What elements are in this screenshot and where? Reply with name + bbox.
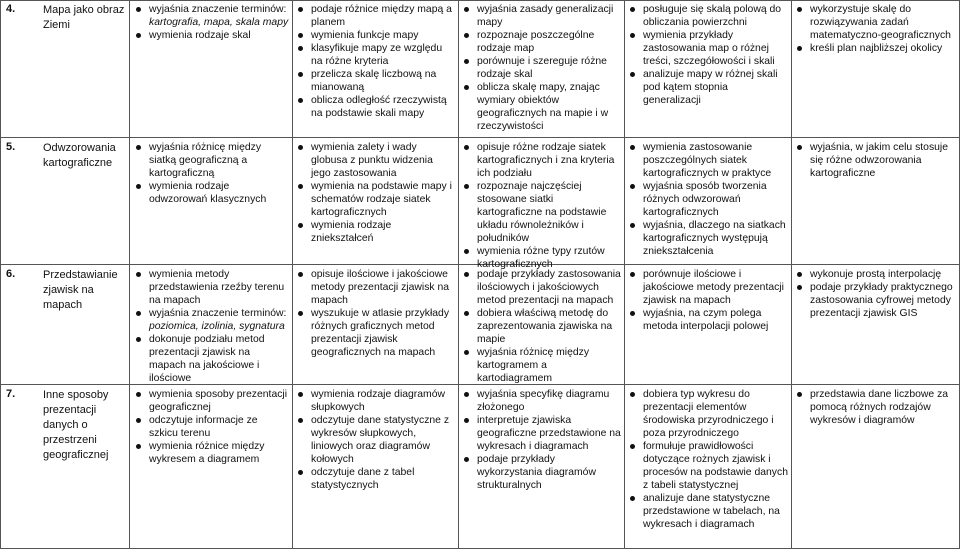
requirement-item: wyjaśnia, w jakim celu stosuje się różne odwzorowania kartograficzne (796, 141, 956, 180)
requirement-item: analizuje dane statystyczne przedstawione w tabelach, na wykresach i diagramach (629, 492, 788, 531)
requirement-item: podaje przykłady zastosowania ilościowych i jakościowych metod prezentacji na mapach (463, 268, 621, 307)
requirement-item: podaje przykłady praktycznego zastosowania cyfrowej metody prezentacji zjawisk GIS (796, 281, 956, 320)
requirement-item: wymienia przykłady zastosowania map o różnej treści, szczegółowości i skali (629, 29, 788, 68)
table-cell-col2 (297, 388, 455, 492)
row-number: 6. (6, 268, 16, 280)
requirement-item: wyjaśnia różnicę między siatką geograficzną a kartograficzną (135, 141, 289, 180)
requirement-item: wykorzystuje skalę do rozwiązywania zadań matematyczno-geograficznych (796, 3, 956, 42)
table-cell-col4 (629, 3, 788, 107)
requirement-list (629, 388, 788, 531)
table-cell-col4 (629, 388, 788, 531)
row-topic: Odwzorowania kartograficzne (43, 142, 116, 169)
table-cell-col3 (463, 3, 621, 133)
requirement-item: rozpoznaje poszczególne rodzaje map (463, 29, 621, 55)
requirement-list (463, 268, 621, 385)
requirement-item: wymienia sposoby prezentacji geograficznej (135, 388, 289, 414)
table-border-top (0, 0, 960, 1)
requirement-list (796, 268, 956, 320)
requirement-item: wymienia metody przedstawienia rzeźby terenu na mapach (135, 268, 289, 307)
requirement-item: wymienia rodzaje diagramów słupkowych (297, 388, 455, 414)
table-cell-col1 (135, 268, 289, 385)
requirement-item: interpretuje zjawiska geograficzne przedstawione na wykresach i diagramach (463, 414, 621, 453)
requirement-list (463, 388, 621, 492)
requirement-item: wykonuje prostą interpolację (796, 268, 956, 281)
requirement-item: dokonuje podziału metod prezentacji zjawisk na mapach na jakościowe i ilościowe (135, 333, 289, 385)
requirement-item: wyjaśnia różnicę między kartogramem a kartodiagramem (463, 346, 621, 385)
table-cell-col5 (796, 388, 956, 427)
requirement-list (629, 3, 788, 107)
requirement-list (463, 141, 621, 271)
row-divider (0, 137, 960, 138)
requirement-item: poziomica, izolinia, sygnatura (149, 321, 285, 332)
requirement-item: wyjaśnia specyfikę diagramu złożonego (463, 388, 621, 414)
requirement-item: odczytuje dane statystyczne z wykresów słupkowych, liniowych oraz diagramów kołowych (297, 414, 455, 466)
requirement-list (629, 141, 788, 258)
requirement-list (297, 141, 455, 245)
requirement-item: kartografia, mapa, skala mapy (149, 17, 289, 28)
requirement-item: wyjaśnia, na czym polega metoda interpolacji polowej (629, 307, 788, 333)
col-divider (624, 0, 625, 549)
requirement-item: wymienia rodzaje zniekształceń (297, 219, 455, 245)
row-topic: Inne sposoby prezentacji danych o przestrzeni geograficznej (43, 389, 109, 461)
requirement-item: oblicza odległość rzeczywistą na podstawie skali mapy (297, 94, 455, 120)
requirement-list (629, 268, 788, 333)
requirement-list (135, 3, 289, 42)
table-cell-col1 (135, 141, 289, 206)
requirement-item: wyjaśnia, dlaczego na siatkach kartograficznych występują zniekształcenia (629, 219, 788, 258)
requirement-list (297, 388, 455, 492)
requirement-item: porównuje ilościowe i jakościowe metody prezentacji zjawisk na mapach (629, 268, 788, 307)
table-cell-col5 (796, 3, 956, 55)
row-topic: Mapa jako obraz Ziemi (43, 4, 125, 31)
requirement-list (135, 388, 289, 466)
table-cell-col5 (796, 268, 956, 320)
requirement-list (135, 141, 289, 206)
requirement-item: wymienia funkcje mapy (297, 29, 455, 42)
requirement-item: posługuje się skalą polową do obliczania powierzchni (629, 3, 788, 29)
requirement-item: przelicza skalę liczbową na mianowaną (297, 68, 455, 94)
table-cell-col4 (629, 268, 788, 333)
requirement-list (796, 3, 956, 55)
requirement-item: wymienia rodzaje skal (135, 29, 289, 42)
requirement-item: podaje różnice między mapą a planem (297, 3, 455, 29)
requirement-item: przedstawia dane liczbowe za pomocą różnych rodzajów wykresów i diagramów (796, 388, 956, 427)
requirement-item: wymienia na podstawie mapy i schematów rodzaje siatek kartograficznych (297, 180, 455, 219)
requirement-item: rozpoznaje najczęściej stosowane siatki kartograficzne na podstawie układu równoleżników i południków (463, 180, 621, 245)
requirement-item: wyjaśnia znaczenie terminów: (135, 3, 289, 16)
requirement-item: klasyfikuje mapy ze względu na różne kryteria (297, 42, 455, 68)
col-divider (791, 0, 792, 549)
requirement-item: opisuje ilościowe i jakościowe metody prezentacji zjawisk na mapach (297, 268, 455, 307)
requirement-item: dobiera typ wykresu do prezentacji elementów środowiska przyrodniczego i poza przyrodniczego (629, 388, 788, 440)
requirement-list (135, 268, 289, 385)
row-topic: Przedstawianie zjawisk na mapach (43, 269, 118, 311)
requirement-list (297, 3, 455, 120)
row-number: 7. (6, 388, 16, 400)
table-cell-col3 (463, 268, 621, 385)
row-number: 5. (6, 141, 16, 153)
table-cell-col1 (135, 3, 289, 42)
requirement-item: odczytuje dane z tabel statystycznych (297, 466, 455, 492)
table-cell-col3 (463, 388, 621, 492)
requirement-item: wymienia zalety i wady globusa z punktu widzenia jego zastosowania (297, 141, 455, 180)
requirement-item: wyjaśnia znaczenie terminów: (135, 307, 289, 320)
table-cell-col2 (297, 268, 455, 359)
requirement-item: porównuje i szereguje różne rodzaje skal (463, 55, 621, 81)
table-cell-col4 (629, 141, 788, 258)
requirement-item: dobiera właściwą metodę do zaprezentowania zjawiska na mapie (463, 307, 621, 346)
table-cell-col2 (297, 3, 455, 120)
requirement-list (297, 268, 455, 359)
requirement-item: wymienia różne typy rzutów kartograficznych (463, 245, 621, 271)
requirement-item: opisuje różne rodzaje siatek kartograficznych i zna kryteria ich podziału (463, 141, 621, 180)
requirement-item: kreśli plan najbliższej okolicy (796, 42, 956, 55)
table-cell-col3 (463, 141, 621, 271)
table-cell-col2 (297, 141, 455, 245)
requirement-list (796, 388, 956, 427)
col-divider (458, 0, 459, 549)
requirement-item: wymienia zastosowanie poszczególnych siatek kartograficznych w praktyce (629, 141, 788, 180)
table-cell-col1 (135, 388, 289, 466)
requirement-item: oblicza skalę mapy, znając wymiary obiektów geograficznych na mapie i w rzeczywistości (463, 81, 621, 133)
row-number: 4. (6, 3, 16, 15)
requirement-item: wyjaśnia sposób tworzenia różnych odwzorowań kartograficznych (629, 180, 788, 219)
col-divider (129, 0, 130, 549)
col-divider (0, 0, 1, 549)
requirement-item: wymienia rodzaje odwzorowań klasycznych (135, 180, 289, 206)
requirement-item: odczytuje informacje ze szkicu terenu (135, 414, 289, 440)
requirement-list (463, 3, 621, 133)
requirement-item: podaje przykłady wykorzystania diagramów strukturalnych (463, 453, 621, 492)
requirement-item: analizuje mapy w różnej skali pod kątem stopnia generalizacji (629, 68, 788, 107)
requirement-item: wymienia różnice między wykresem a diagramem (135, 440, 289, 466)
requirement-item: wyszukuje w atlasie przykłady różnych graficznych metod prezentacji zjawisk geograficznych na mapach (297, 307, 455, 359)
requirement-item: wyjaśnia zasady generalizacji mapy (463, 3, 621, 29)
col-divider (292, 0, 293, 549)
table-cell-col5 (796, 141, 956, 180)
requirement-list (796, 141, 956, 180)
requirement-item: formułuje prawidłowości dotyczące rożnych zjawisk i procesów na podstawie danych z tabeli statystycznej (629, 440, 788, 492)
